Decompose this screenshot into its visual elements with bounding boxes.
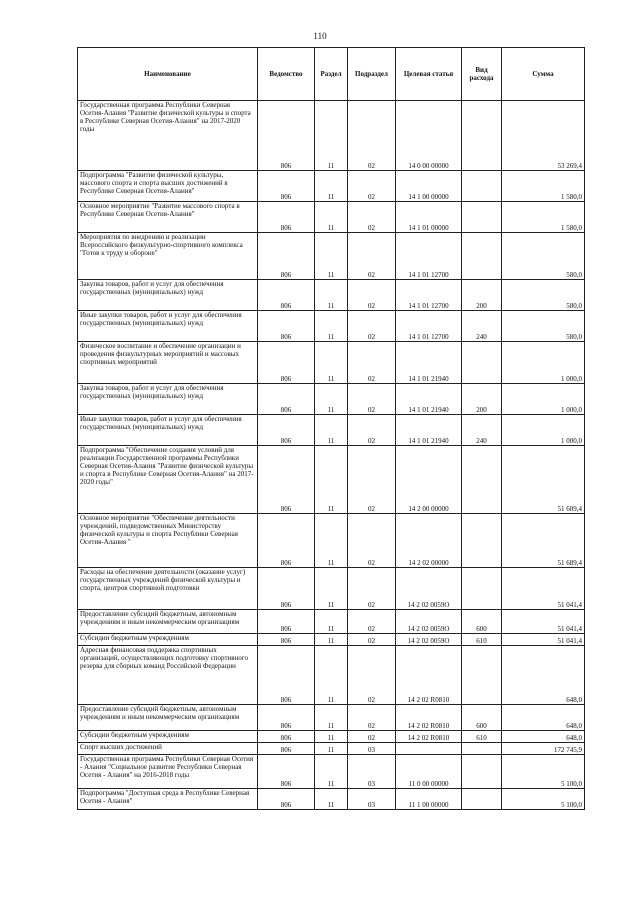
cell-expense xyxy=(462,202,502,233)
cell-target: 11 0 00 00000 xyxy=(396,755,462,789)
cell-expense: 600 xyxy=(462,705,502,731)
cell-sum: 51 689,4 xyxy=(502,446,585,514)
cell-dept: 806 xyxy=(258,731,315,743)
cell-dept: 806 xyxy=(258,634,315,646)
header-target: Целевая статья xyxy=(396,48,462,101)
cell-section: 11 xyxy=(315,202,348,233)
header-section: Раздел xyxy=(315,48,348,101)
cell-expense xyxy=(462,514,502,568)
cell-sum: 648,0 xyxy=(502,705,585,731)
cell-name: Физическое воспитание и обеспечение организации и проведения физкультурных мероприятий и массовых спортивных мероприятий xyxy=(78,342,258,384)
cell-sum: 51 041,4 xyxy=(502,610,585,634)
cell-subsection: 02 xyxy=(348,202,396,233)
cell-expense xyxy=(462,789,502,810)
cell-subsection: 02 xyxy=(348,731,396,743)
cell-expense xyxy=(462,446,502,514)
cell-section: 11 xyxy=(315,171,348,202)
cell-section: 11 xyxy=(315,789,348,810)
table-row xyxy=(78,101,585,171)
cell-section: 11 xyxy=(315,280,348,311)
cell-target: 14 1 00 00000 xyxy=(396,171,462,202)
cell-dept: 806 xyxy=(258,789,315,810)
table-row xyxy=(78,202,585,233)
cell-expense xyxy=(462,568,502,610)
cell-target: 14 2 02 0059О xyxy=(396,610,462,634)
cell-sum: 51 689,4 xyxy=(502,514,585,568)
cell-dept: 806 xyxy=(258,384,315,415)
cell-sum: 5 100,0 xyxy=(502,755,585,789)
cell-subsection: 02 xyxy=(348,446,396,514)
cell-sum: 51 041,4 xyxy=(502,568,585,610)
cell-subsection: 02 xyxy=(348,233,396,280)
table-row xyxy=(78,280,585,311)
cell-subsection: 03 xyxy=(348,755,396,789)
cell-name: Государственная программа Республики Северная Осетия - Алания "Социальное развитие Республики Северная Осетия - Алания" на 2016-2018 годы xyxy=(78,755,258,789)
cell-name: Иные закупки товаров, работ и услуг для обеспечения государственных (муниципальных) нужд xyxy=(78,311,258,342)
cell-section: 11 xyxy=(315,568,348,610)
cell-target: 14 1 01 12700 xyxy=(396,233,462,280)
cell-section: 11 xyxy=(315,311,348,342)
cell-expense: 240 xyxy=(462,311,502,342)
cell-dept: 806 xyxy=(258,202,315,233)
cell-target xyxy=(396,743,462,755)
cell-expense xyxy=(462,101,502,171)
cell-target: 11 1 00 00000 xyxy=(396,789,462,810)
cell-dept: 806 xyxy=(258,568,315,610)
cell-expense: 610 xyxy=(462,634,502,646)
cell-dept: 806 xyxy=(258,171,315,202)
header-name: Наименование xyxy=(78,48,258,101)
table-row xyxy=(78,755,585,789)
table-row xyxy=(78,384,585,415)
cell-sum: 648,0 xyxy=(502,731,585,743)
cell-dept: 806 xyxy=(258,705,315,731)
cell-section: 11 xyxy=(315,705,348,731)
cell-target: 14 0 00 00000 xyxy=(396,101,462,171)
cell-target: 14 1 01 21940 xyxy=(396,384,462,415)
cell-subsection: 02 xyxy=(348,342,396,384)
cell-sum: 5 100,0 xyxy=(502,789,585,810)
cell-subsection: 02 xyxy=(348,171,396,202)
cell-name: Основное мероприятие "Обеспечение деятельности учреждений, подведомственных Министерству физической культуры и спорта Республики Северная Осетия-Алания " xyxy=(78,514,258,568)
cell-target: 14 2 02 0059О xyxy=(396,568,462,610)
table-row xyxy=(78,311,585,342)
cell-expense: 610 xyxy=(462,731,502,743)
table-row xyxy=(78,568,585,610)
table-row xyxy=(78,446,585,514)
cell-name: Расходы на обеспечение деятельности (оказание услуг) государственных учреждений физической культуры и спорта, центров спортивной подготовки xyxy=(78,568,258,610)
cell-subsection: 02 xyxy=(348,311,396,342)
cell-sum: 1 000,0 xyxy=(502,415,585,446)
cell-dept: 806 xyxy=(258,342,315,384)
cell-dept: 806 xyxy=(258,446,315,514)
table-row xyxy=(78,731,585,743)
header-subsection: Подраздел xyxy=(348,48,396,101)
cell-sum: 1 000,0 xyxy=(502,384,585,415)
cell-expense xyxy=(462,233,502,280)
cell-name: Предоставление субсидий бюджетным, автономным учреждениям и иным некоммерческим организациям xyxy=(78,610,258,634)
cell-section: 11 xyxy=(315,743,348,755)
cell-expense xyxy=(462,342,502,384)
cell-dept: 806 xyxy=(258,101,315,171)
cell-name: Мероприятия по внедрению и реализации Всероссийского физкультурно-спортивного комплекса "Готов к труду и обороне" xyxy=(78,233,258,280)
budget-table xyxy=(77,47,585,810)
cell-expense: 200 xyxy=(462,280,502,311)
cell-expense: 200 xyxy=(462,384,502,415)
cell-subsection: 03 xyxy=(348,743,396,755)
cell-section: 11 xyxy=(315,101,348,171)
cell-name: Субсидии бюджетным учреждениям xyxy=(78,731,258,743)
cell-dept: 806 xyxy=(258,514,315,568)
cell-target: 14 2 02 00000 xyxy=(396,514,462,568)
cell-target: 14 1 01 21940 xyxy=(396,415,462,446)
cell-target: 14 1 01 12700 xyxy=(396,280,462,311)
cell-target: 14 2 02 0059О xyxy=(396,634,462,646)
header-expense: Вид расхода xyxy=(462,48,502,101)
cell-name: Основное мероприятие "Развитие массового спорта в Республике Северная Осетия-Алания" xyxy=(78,202,258,233)
cell-subsection: 02 xyxy=(348,280,396,311)
header-sum: Сумма xyxy=(502,48,585,101)
table-row xyxy=(78,415,585,446)
table-row xyxy=(78,233,585,280)
page-number: 110 xyxy=(313,31,327,41)
table-row xyxy=(78,646,585,705)
cell-subsection: 02 xyxy=(348,568,396,610)
cell-section: 11 xyxy=(315,384,348,415)
table-row xyxy=(78,514,585,568)
cell-subsection: 02 xyxy=(348,634,396,646)
cell-subsection: 02 xyxy=(348,514,396,568)
table-row xyxy=(78,171,585,202)
cell-expense xyxy=(462,743,502,755)
cell-expense xyxy=(462,171,502,202)
table-row xyxy=(78,342,585,384)
cell-subsection: 03 xyxy=(348,789,396,810)
cell-target: 14 1 01 00000 xyxy=(396,202,462,233)
cell-sum: 580,0 xyxy=(502,233,585,280)
cell-subsection: 02 xyxy=(348,610,396,634)
cell-name: Спорт высших достижений xyxy=(78,743,258,755)
cell-dept: 806 xyxy=(258,415,315,446)
cell-target: 14 1 01 12700 xyxy=(396,311,462,342)
cell-section: 11 xyxy=(315,610,348,634)
cell-sum: 580,0 xyxy=(502,280,585,311)
cell-section: 11 xyxy=(315,755,348,789)
cell-section: 11 xyxy=(315,634,348,646)
table-row xyxy=(78,743,585,755)
cell-name: Подпрограмма "Доступная среда в Республике Северная Осетия - Алания" xyxy=(78,789,258,810)
cell-section: 11 xyxy=(315,646,348,705)
cell-name: Государственная программа Республики Северная Осетия-Алания "Развитие физической культуры и спорта в Республике Северная Осетия-Алания" на 2017-2020 годы xyxy=(78,101,258,171)
cell-target: 14 2 02 R0810 xyxy=(396,646,462,705)
cell-section: 11 xyxy=(315,415,348,446)
cell-dept: 806 xyxy=(258,646,315,705)
cell-dept: 806 xyxy=(258,311,315,342)
cell-subsection: 02 xyxy=(348,705,396,731)
cell-sum: 580,0 xyxy=(502,311,585,342)
cell-section: 11 xyxy=(315,514,348,568)
table-row xyxy=(78,789,585,810)
table-body xyxy=(78,101,585,810)
cell-dept: 806 xyxy=(258,610,315,634)
cell-name: Субсидии бюджетным учреждениям xyxy=(78,634,258,646)
cell-name: Предоставление субсидий бюджетным, автономным учреждениям и иным некоммерческим организациям xyxy=(78,705,258,731)
cell-sum: 1 000,0 xyxy=(502,342,585,384)
cell-dept: 806 xyxy=(258,755,315,789)
cell-name: Закупка товаров, работ и услуг для обеспечения государственных (муниципальных) нужд xyxy=(78,280,258,311)
cell-target: 14 1 01 21940 xyxy=(396,342,462,384)
cell-section: 11 xyxy=(315,731,348,743)
cell-sum: 1 580,0 xyxy=(502,202,585,233)
cell-name: Адресная финансовая поддержка спортивных организаций, осуществляющих подготовку спортивного резерва для сборных команд Российской Федерации xyxy=(78,646,258,705)
cell-name: Иные закупки товаров, работ и услуг для обеспечения государственных (муниципальных) нужд xyxy=(78,415,258,446)
table-row xyxy=(78,634,585,646)
cell-sum: 1 580,0 xyxy=(502,171,585,202)
cell-name: Закупка товаров, работ и услуг для обеспечения государственных (муниципальных) нужд xyxy=(78,384,258,415)
cell-name: Подпрограмма "Развитие физической культуры, массового спорта и спорта высших достижений в Республике Северная Осетия-Алания" xyxy=(78,171,258,202)
cell-dept: 806 xyxy=(258,280,315,311)
cell-expense xyxy=(462,755,502,789)
table-row xyxy=(78,705,585,731)
cell-name: Подпрограмма "Обеспечение создания условий для реализации Государственной программы Республики Северная Осетия-Алания "Развитие физической культуры и спорта в Республике Северная Осетия-Алания" на 2017-2020 годы" xyxy=(78,446,258,514)
table-row xyxy=(78,610,585,634)
cell-dept: 806 xyxy=(258,743,315,755)
table-header-row xyxy=(78,48,585,101)
cell-sum: 53 269,4 xyxy=(502,101,585,171)
cell-section: 11 xyxy=(315,342,348,384)
cell-section: 11 xyxy=(315,233,348,280)
cell-expense xyxy=(462,646,502,705)
cell-target: 14 2 02 R0810 xyxy=(396,705,462,731)
cell-subsection: 02 xyxy=(348,646,396,705)
cell-subsection: 02 xyxy=(348,101,396,171)
header-dept: Ведомство xyxy=(258,48,315,101)
cell-dept: 806 xyxy=(258,233,315,280)
cell-target: 14 2 00 00000 xyxy=(396,446,462,514)
cell-sum: 51 041,4 xyxy=(502,634,585,646)
cell-expense: 240 xyxy=(462,415,502,446)
cell-sum: 172 745,9 xyxy=(502,743,585,755)
cell-expense: 600 xyxy=(462,610,502,634)
cell-subsection: 02 xyxy=(348,415,396,446)
cell-subsection: 02 xyxy=(348,384,396,415)
cell-sum: 648,0 xyxy=(502,646,585,705)
cell-section: 11 xyxy=(315,446,348,514)
cell-target: 14 2 02 R0810 xyxy=(396,731,462,743)
